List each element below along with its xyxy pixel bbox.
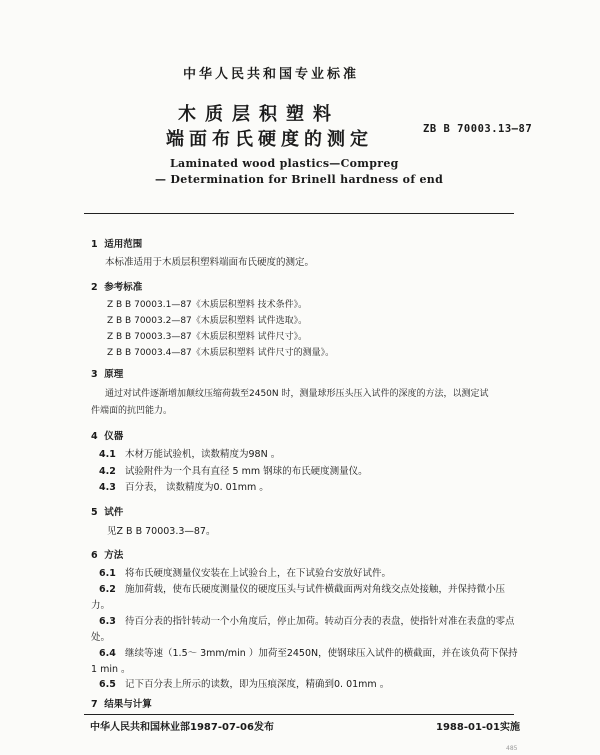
instrument-item [99,479,269,493]
item-number: 4.2 [99,466,116,477]
step-text: 记下百分表上所示的读数，即为压痕深度，精确到0. 01mm 。 [125,679,390,690]
section-title: 方法 [104,550,124,561]
section-3-text-line1: 通过对试件逐渐增加颠纹压缩荷载至2450N 时，测量球形压头压入试件的深度的方法，以测定试 [105,389,489,399]
step-number: 6.2 [99,584,116,595]
section-6-heading [91,547,123,561]
method-step [99,676,389,690]
item-number: 4.1 [99,449,116,460]
footer-divider [84,714,514,715]
instrument-item [99,446,280,460]
item-text: 木材万能试验机，读数精度为98N 。 [125,449,281,460]
section-5-text: 见Z B B 70003.3—87。 [107,526,216,537]
instrument-item [99,463,368,477]
step-number: 6.4 [99,648,116,659]
reference-item: Z B B 70003.3—87《木质层积塑料 试件尺寸》。 [107,332,308,342]
section-4-heading [91,428,123,442]
item-number: 4.3 [99,482,116,493]
step-number: 6.3 [99,616,116,627]
item-text: 百分表， 读数精度为0. 01mm 。 [125,482,269,493]
section-1-heading [91,236,142,250]
section-number: 7 [91,699,98,710]
section-title: 试件 [104,507,124,518]
reference-item: Z B B 70003.4—87《木质层积塑料 试件尺寸的测量》。 [107,348,335,358]
step-number: 6.1 [99,568,116,579]
section-3-heading [91,366,123,380]
method-step-continuation: 力。 [91,600,111,611]
title-en-line2: — Determination for Brinell hardness of end [155,173,444,186]
step-text: 施加荷载，使布氏硬度测量仪的硬度压头与试件横截面两对角线交点处接触，并保持微小压 [125,584,506,595]
issuing-authority: 中华人民共和国专业标准 [183,67,360,82]
method-step-continuation: 处。 [91,632,111,643]
section-title: 结果与计算 [104,699,152,710]
step-text: 继续等速（1.5～ 3mm/min ）加荷至2450N，使钢球压入试件的横截面，并在该负荷下保持 [125,648,518,659]
title-en-line1: Laminated wood plastics—Compreg [170,157,399,170]
section-2-heading [91,279,142,293]
step-number: 6.5 [99,679,116,690]
item-text: 试验附件为一个具有直径 5 mm 钢球的布氏硬度测量仪。 [125,466,368,477]
method-step [99,581,505,595]
step-text: 待百分表的指针转动一个小角度后，停止加荷。转动百分表的表盘，使指针对准在表盘的零点 [125,616,515,627]
section-number: 1 [91,239,98,250]
section-title: 参考标准 [104,282,143,293]
section-title: 适用范围 [104,239,143,250]
section-number: 4 [91,431,98,442]
section-3-text-line2: 件端面的抗凹能力。 [91,406,173,416]
section-title: 仪器 [104,431,124,442]
section-1-text: 本标准适用于木质层积塑料端面布氏硬度的测定。 [105,257,315,268]
standard-number: ZB B 70003.13—87 [423,123,533,135]
title-cn-line2: 端面布氏硬度的测定 [166,129,373,150]
section-title: 原理 [104,369,124,380]
issue-date: 中华人民共和国林业部1987-07-06发布 [90,722,274,733]
method-step [99,645,518,659]
step-text: 将布氏硬度测量仪安装在上试验台上，在下试验台安放好试件。 [125,568,392,579]
method-step-continuation: 1 min 。 [91,664,131,675]
method-step [99,613,515,627]
section-7-heading [91,696,152,710]
section-number: 5 [91,507,98,518]
section-number: 3 [91,369,98,380]
reference-item: Z B B 70003.1—87《木质层积塑料 技术条件》。 [107,300,308,310]
title-cn-line1: 木质层积塑料 [178,104,340,125]
page-mark: 485 [506,745,518,752]
effective-date: 1988-01-01实施 [436,722,520,733]
section-5-heading [91,504,123,518]
section-number: 6 [91,550,98,561]
method-step [99,565,391,579]
section-number: 2 [91,282,98,293]
reference-item: Z B B 70003.2—87《木质层积塑料 试件选取》。 [107,316,308,326]
header-divider [84,213,514,214]
